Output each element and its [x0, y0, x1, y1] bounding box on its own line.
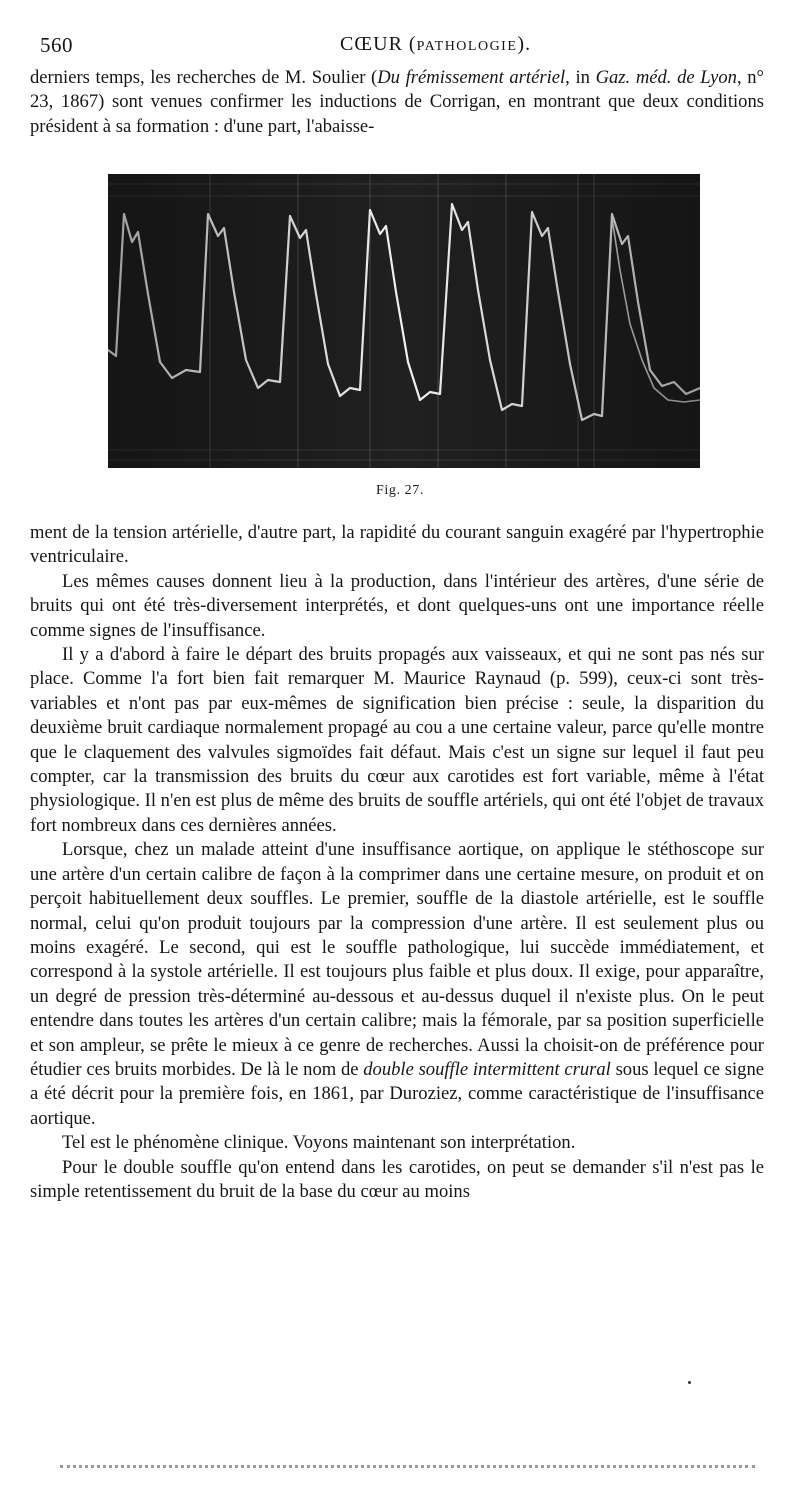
- text-run: Lorsque, chez un malade atteint d'une insuffisance aortique, on applique le stéthoscope sur une artère d'un certain calibre de façon à la comprimer dans une certaine mesure, on produit et on perçoit habituellement deux souffles. Le premier, souffle de la diastole artérielle, est le souffle normal, celui qu'on produit toujours par la compression d'une artère. Il est seulement plus ou moins exagéré. Le second, qui est le souffle pathologique, lui succède immédiatement, et correspond à la systole artérielle. Il est toujours plus faible et plus doux. Il exige, pour apparaître, un degré de pression très-déterminé au-dessous et au-dessus duquel il n'existe plus. On le peut entendre dans toutes les artères d'un certain calibre; mais la fémorale, par sa position superficielle et son ampleur, se prête le mieux à ce genre de recherches. Aussi la choisit-on de préférence pour étudier ces bruits morbides. De là le nom de: [30, 839, 764, 1080]
- paragraph: Pour le double souffle qu'on entend dans les carotides, on peut se demander s'il n'est pas le simple retentissement du bruit de la base du cœur au moins: [30, 1156, 764, 1202]
- paragraph: Les mêmes causes donnent lieu à la production, dans l'intérieur des artères, d'une série de bruits qui ont été très-diversement interprétés, et dont quelques-uns ont une importance réelle comme signes de l'insuffisance.: [30, 570, 764, 641]
- sphygmograph-tracing: [108, 174, 700, 468]
- print-speck: [688, 1381, 691, 1384]
- figure-caption: Fig. 27.: [376, 483, 424, 498]
- journal-title: Gaz. méd. de Lyon: [595, 67, 737, 88]
- running-head-close: ).: [517, 33, 532, 55]
- term-italic: double souffle intermittent crural: [363, 1058, 611, 1080]
- paragraph: [30, 838, 764, 1131]
- paragraph-continued: ment de la tension artérielle, d'autre part, la rapidité du courant sanguin exagéré par l'hypertrophie ventriculaire.: [30, 522, 764, 568]
- page-header: [40, 33, 762, 59]
- paragraph: Tel est le phénomène clinique. Voyons maintenant son interprétation.: [62, 1132, 576, 1154]
- text-run: , n° 23, 1867) sont venues confirmer les inductions de Corrigan, en montrant que deux conditions président à sa formation : d'une part, l'abaisse-: [30, 67, 764, 137]
- paragraph-continued: [30, 66, 764, 139]
- running-head: [340, 33, 531, 56]
- page-number: 560: [40, 33, 73, 57]
- bleed-through-line: [60, 1465, 755, 1472]
- running-head-main: CŒUR (: [340, 33, 417, 55]
- text-run: sous lequel ce signe a été décrit pour la première fois, en 1861, par Duroziez, comme caractéristique de l'insuffisance aortique.: [30, 1058, 764, 1129]
- text-run: derniers temps, les recherches de M. Soulier (: [30, 67, 378, 88]
- paragraph: Il y a d'abord à faire le départ des bruits propagés aux vaisseaux, et qui ne sont pas nés sur place. Comme l'a fort bien fait remarquer M. Maurice Raynaud (p. 599), ceux-ci sont très-variables et n'ont pas par eux-mêmes de signification bien précise : seule, la disparition du deuxième bruit cardiaque normalement propagé au cou a une certaine valeur, parce qu'elle montre que le claquement des valvules sigmoïdes fait défaut. Mais c'est un signe sur lequel il faut peu compter, car la transmission des bruits du cœur aux carotides est fort variable, même à l'état physiologique. Il n'en est plus de même des bruits de souffle artériels, qui ont été l'objet de travaux fort nombreux dans ces dernières années.: [30, 644, 764, 836]
- running-head-subject: PATHOLOGIE: [416, 39, 518, 54]
- text-block-bottom: [30, 521, 764, 1204]
- text-run: , in: [565, 67, 596, 88]
- citation-title: Du frémissement artériel: [377, 67, 566, 88]
- text-block-top: [30, 66, 764, 139]
- pulse-tracing-figure: [108, 174, 700, 468]
